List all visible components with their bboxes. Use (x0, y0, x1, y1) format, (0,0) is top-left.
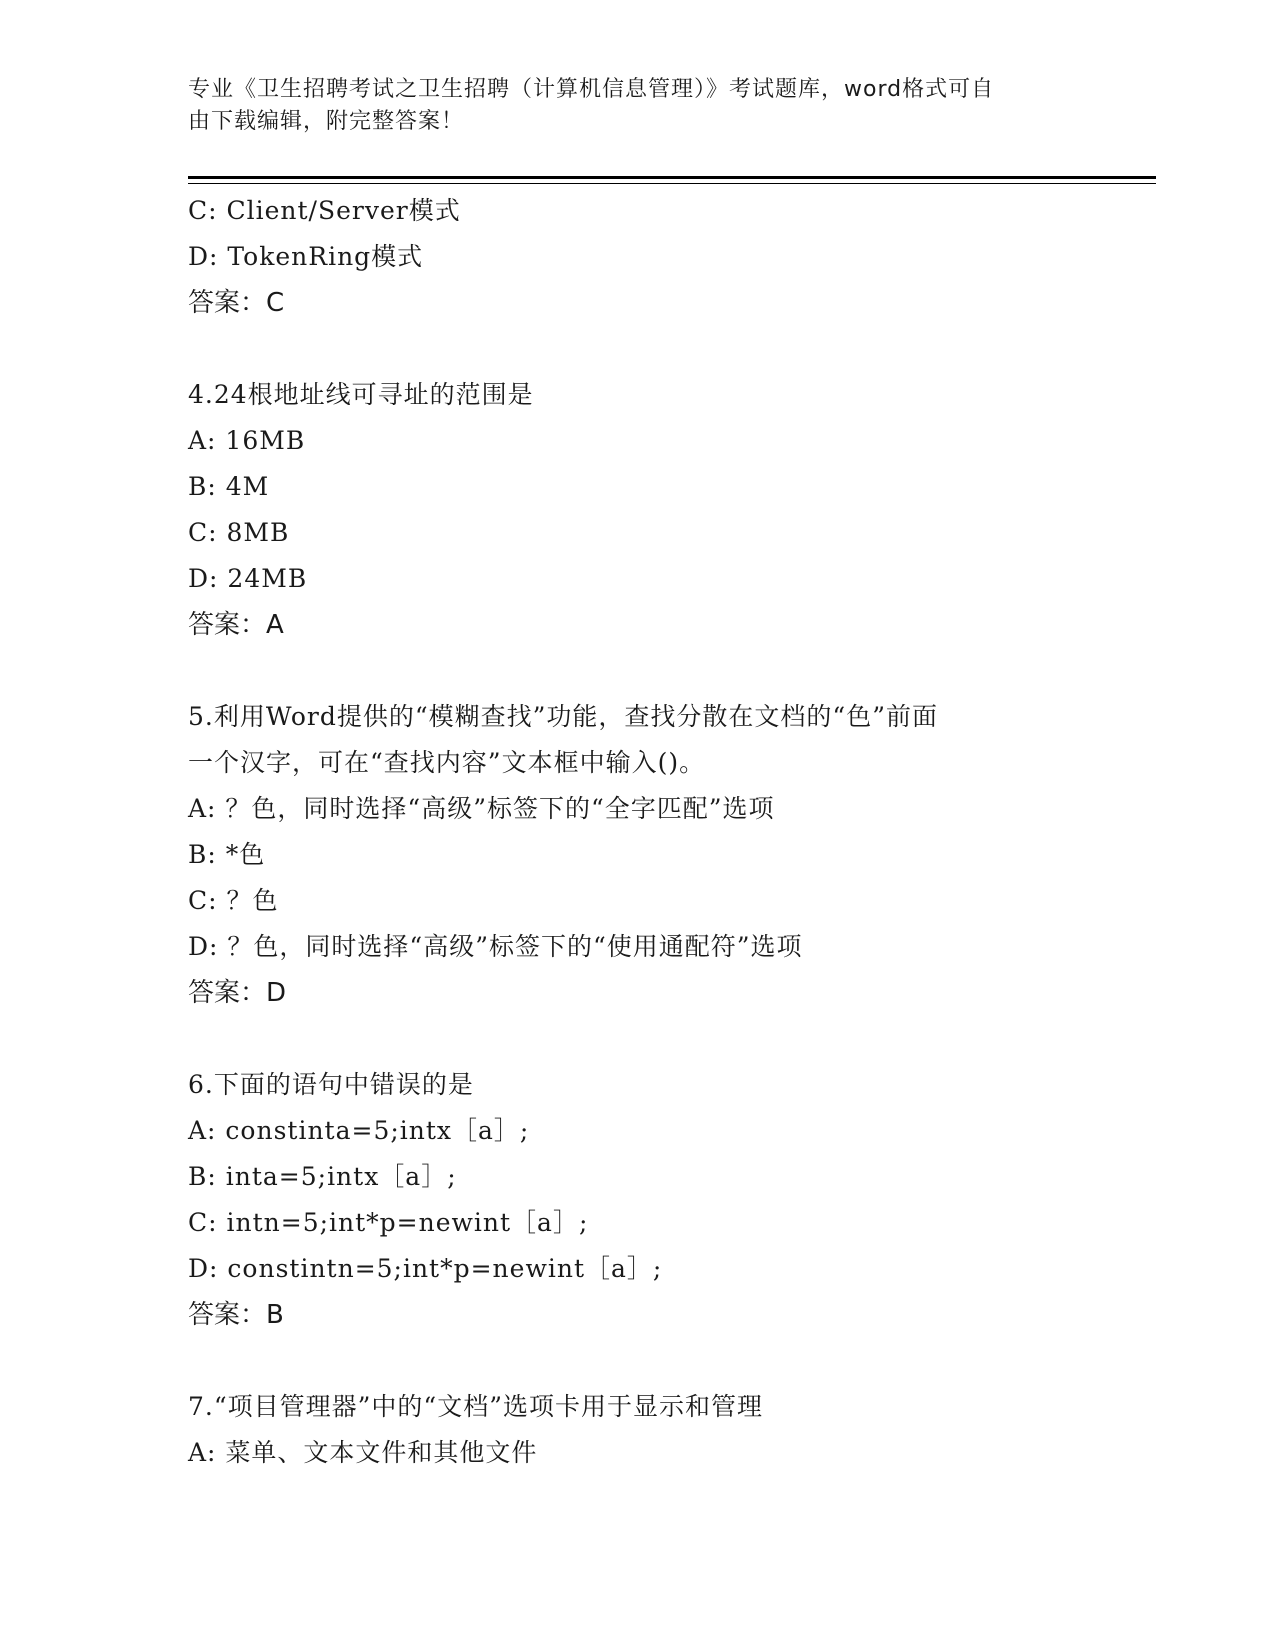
answer-line: 答案：A (188, 610, 284, 640)
option-c: C: intn=5;int*p=newint［a］; (188, 1208, 589, 1237)
option-b: B: inta=5;intx［a］; (188, 1162, 457, 1191)
header-rule-thick (188, 176, 1156, 179)
question-text-line-1: 5.利用Word提供的“模糊查找”功能，查找分散在文档的“色”前面 (188, 702, 938, 731)
option-b: B: 4M (188, 472, 270, 501)
spacer (188, 1016, 1148, 1062)
option-a: A: 16MB (188, 426, 306, 455)
option-b: B: *色 (188, 840, 266, 869)
question-5-block (188, 694, 1148, 1016)
header-rule-thin (188, 183, 1156, 184)
option-a: A: 菜单、文本文件和其他文件 (188, 1438, 538, 1467)
option-d: D: TokenRing模式 (188, 242, 424, 271)
answer-line: 答案：B (188, 1300, 284, 1330)
option-c: C: Client/Server模式 (188, 196, 461, 225)
question-text-line-2: 一个汉字，可在“查找内容”文本框中输入()。 (188, 748, 706, 777)
header-line-2: 由下载编辑，附完整答案！ (188, 109, 465, 134)
question-text: 4.24根地址线可寻址的范围是 (188, 380, 534, 409)
spacer (188, 1338, 1148, 1384)
spacer (188, 326, 1148, 372)
question-list (188, 188, 1148, 1476)
question-4-block (188, 372, 1148, 648)
option-c: C: ？色 (188, 886, 279, 915)
question-3-block (188, 188, 1148, 326)
option-a: A: ？色，同时选择“高级”标签下的“全字匹配”选项 (188, 794, 775, 823)
question-7-block (188, 1384, 1148, 1476)
option-d: D: 24MB (188, 564, 308, 593)
answer-line: 答案：C (188, 288, 285, 318)
page-header (188, 74, 1068, 138)
question-text: 6.下面的语句中错误的是 (188, 1070, 474, 1099)
option-c: C: 8MB (188, 518, 290, 547)
question-6-block (188, 1062, 1148, 1338)
header-line-1: 专业《卫生招聘考试之卫生招聘（计算机信息管理）》考试题库，word格式可自 (188, 77, 995, 102)
option-a: A: constinta=5;intx［a］; (188, 1116, 530, 1145)
option-d: D: ？色，同时选择“高级”标签下的“使用通配符”选项 (188, 932, 803, 961)
question-text: 7.“项目管理器”中的“文档”选项卡用于显示和管理 (188, 1392, 763, 1421)
answer-line: 答案：D (188, 978, 287, 1008)
option-d: D: constintn=5;int*p=newint［a］; (188, 1254, 663, 1283)
spacer (188, 648, 1148, 694)
